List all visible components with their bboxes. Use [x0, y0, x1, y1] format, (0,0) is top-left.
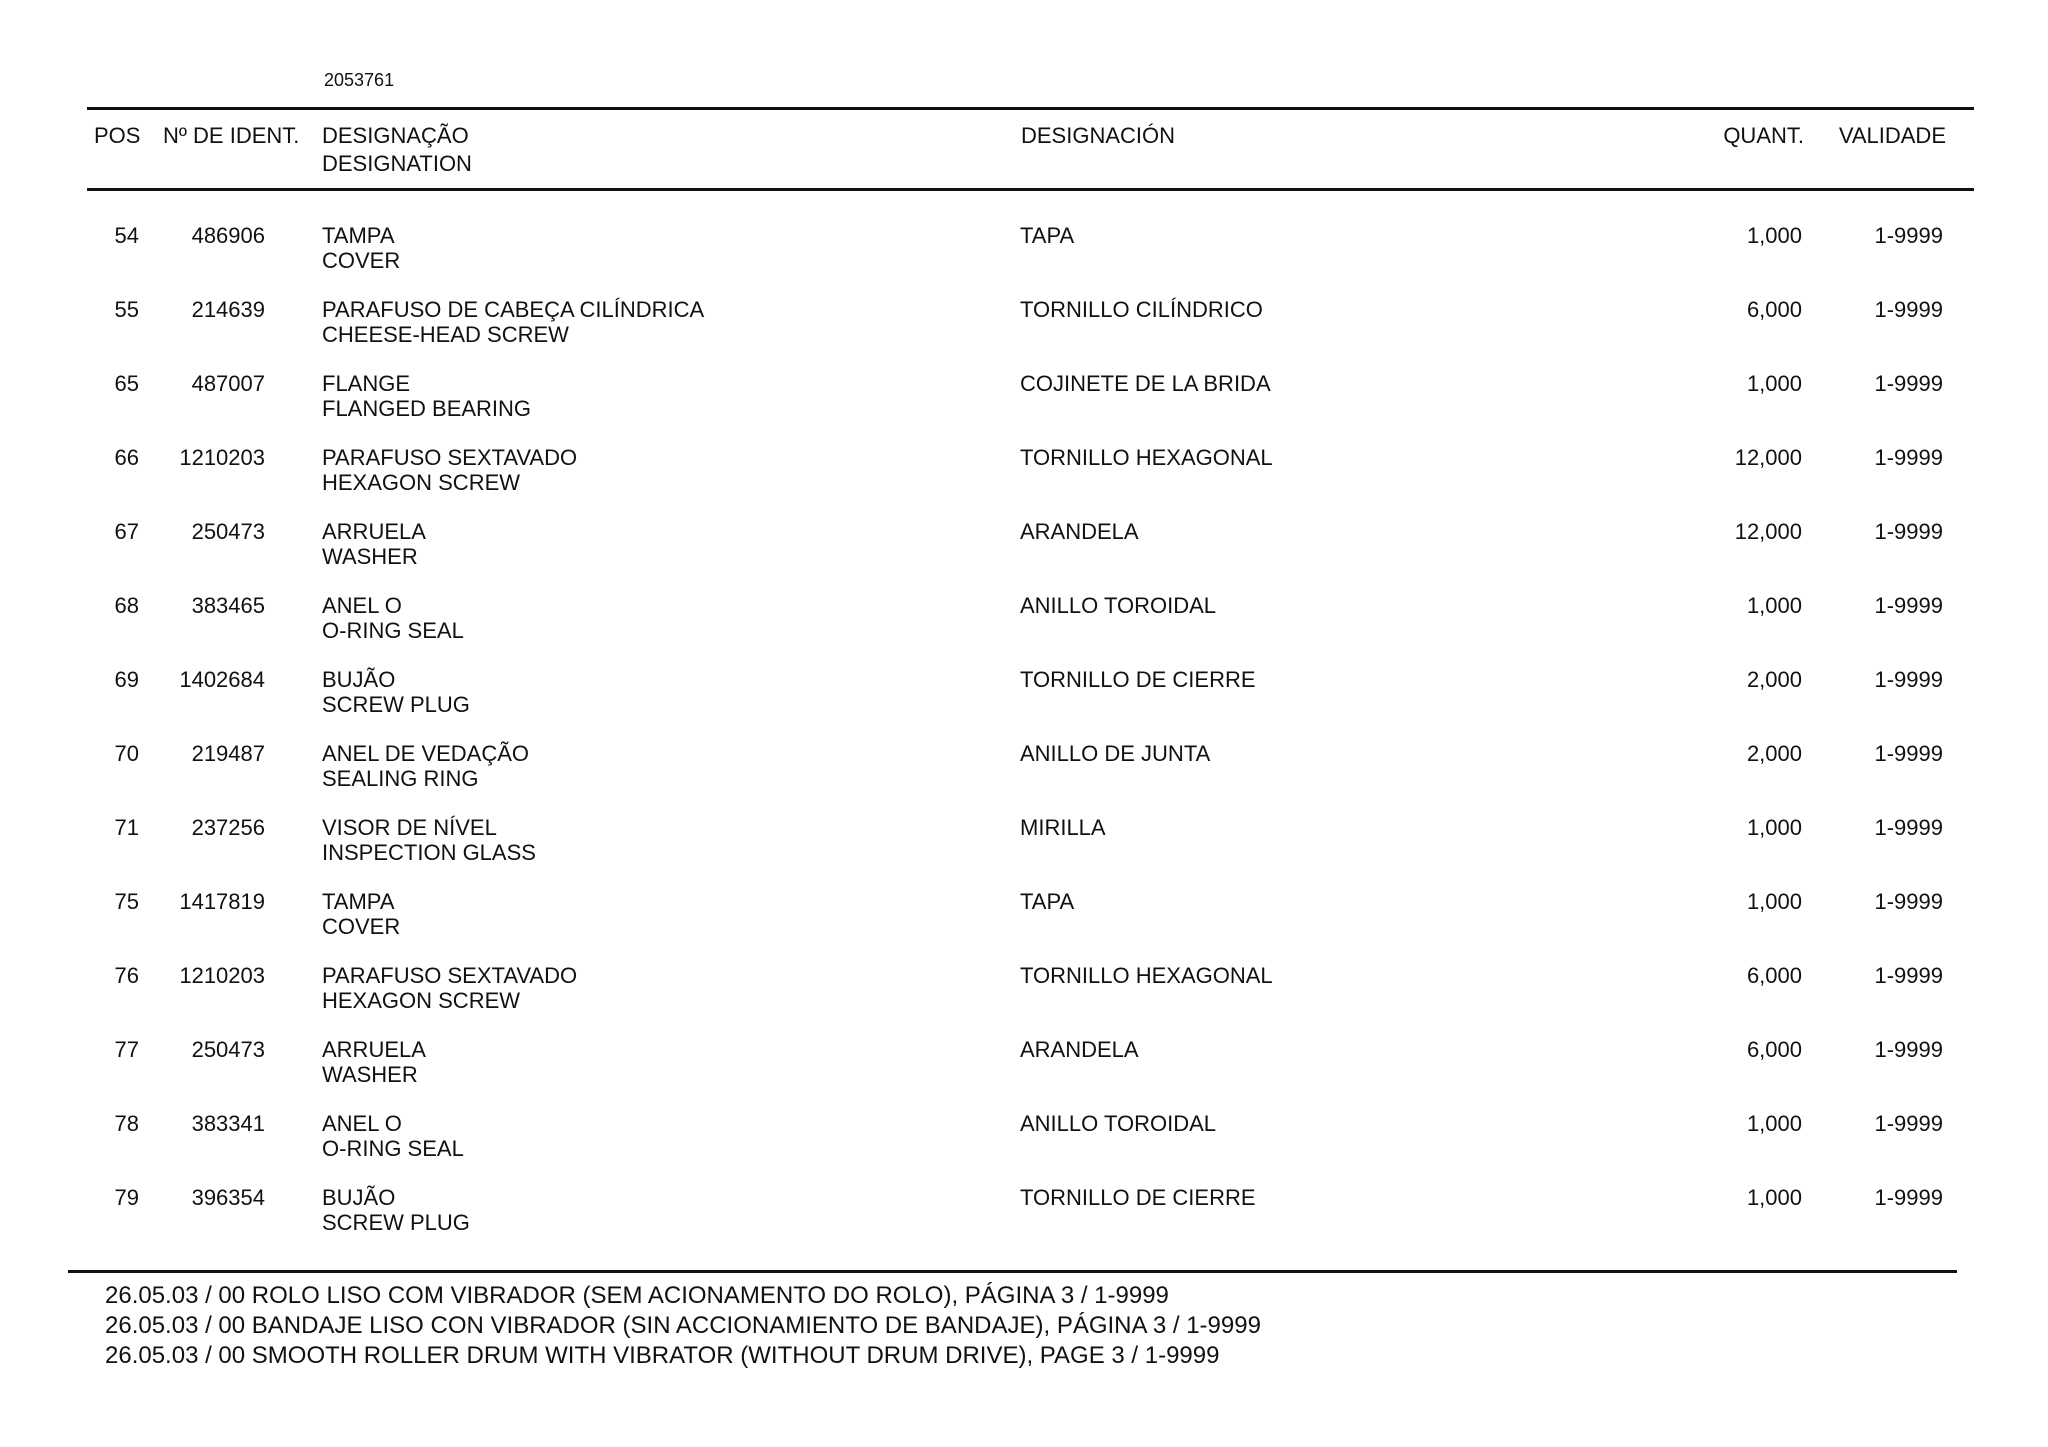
row-quantity: 1,000: [1746, 1185, 1802, 1210]
row-designation-es: COJINETE DE LA BRIDA: [1020, 371, 1271, 396]
row-designation-es: ARANDELA: [1020, 519, 1139, 544]
row-validity: 1-9999: [1874, 815, 1943, 840]
row-designation-es: ANILLO TOROIDAL: [1020, 593, 1217, 618]
row-designation-es: TORNILLO HEXAGONAL: [1020, 445, 1273, 470]
row-ident: 383341: [191, 1111, 265, 1136]
footer-rule: [68, 1270, 1957, 1273]
row-ident: 214639: [191, 297, 265, 322]
table-row: [0, 1111, 2048, 1185]
row-designation-pt: ANEL DE VEDAÇÃO: [322, 741, 530, 766]
row-pos: 71: [114, 815, 139, 840]
row-quantity: 6,000: [1746, 963, 1802, 988]
table-row: [0, 1185, 2048, 1259]
row-designation-es: TAPA: [1020, 223, 1075, 248]
row-ident: 250473: [191, 519, 265, 544]
row-pos: 54: [114, 223, 139, 248]
parts-table-body: [0, 223, 2048, 1259]
row-validity: 1-9999: [1874, 371, 1943, 396]
row-designation-pt: PARAFUSO SEXTAVADO: [322, 445, 578, 470]
table-row: [0, 815, 2048, 889]
row-designation-pt: ANEL O: [322, 1111, 402, 1136]
row-ident: 487007: [191, 371, 265, 396]
row-quantity: 6,000: [1746, 297, 1802, 322]
header-designation-es: DESIGNACIÓN: [1021, 123, 1176, 148]
row-ident: 1402684: [179, 667, 265, 692]
row-validity: 1-9999: [1874, 297, 1943, 322]
row-designation-es: TAPA: [1020, 889, 1075, 914]
table-row: [0, 445, 2048, 519]
row-pos: 70: [114, 741, 139, 766]
row-designation-en: SCREW PLUG: [322, 692, 470, 717]
row-ident: 1417819: [179, 889, 265, 914]
header-ident: Nº DE IDENT.: [163, 123, 300, 148]
row-designation-pt: ARRUELA: [322, 1037, 426, 1062]
row-designation-pt: TAMPA: [322, 889, 395, 914]
row-designation-pt: PARAFUSO SEXTAVADO: [322, 963, 578, 988]
row-designation-en: HEXAGON SCREW: [322, 988, 521, 1013]
table-row: [0, 963, 2048, 1037]
row-pos: 66: [114, 445, 139, 470]
table-row: [0, 519, 2048, 593]
row-quantity: 2,000: [1746, 741, 1802, 766]
row-quantity: 1,000: [1746, 889, 1802, 914]
row-designation-en: O-RING SEAL: [322, 618, 464, 643]
row-validity: 1-9999: [1874, 1037, 1943, 1062]
row-ident: 383465: [191, 593, 265, 618]
row-pos: 69: [114, 667, 139, 692]
row-quantity: 1,000: [1746, 593, 1802, 618]
row-designation-en: FLANGED BEARING: [322, 396, 532, 421]
table-row: [0, 667, 2048, 741]
row-ident: 237256: [191, 815, 265, 840]
page-footer: [105, 1281, 1261, 1371]
table-row: [0, 223, 2048, 297]
footer-line-pt: 26.05.03 / 00 ROLO LISO COM VIBRADOR (SEM ACIONAMENTO DO ROLO), PÁGINA 3 / 1-9999: [105, 1282, 1169, 1309]
header-designation-en: DESIGNATION: [322, 151, 472, 176]
row-validity: 1-9999: [1874, 1185, 1943, 1210]
row-quantity: 2,000: [1746, 667, 1802, 692]
footer-line-en: 26.05.03 / 00 SMOOTH ROLLER DRUM WITH VIBRATOR (WITHOUT DRUM DRIVE), PAGE 3 / 1-9999: [105, 1342, 1220, 1369]
row-designation-es: TORNILLO DE CIERRE: [1020, 667, 1256, 692]
row-quantity: 12,000: [1734, 445, 1802, 470]
row-designation-en: SCREW PLUG: [322, 1210, 470, 1235]
row-ident: 486906: [191, 223, 265, 248]
row-ident: 1210203: [179, 963, 265, 988]
table-row: [0, 593, 2048, 667]
row-designation-pt: PARAFUSO DE CABEÇA CILÍNDRICA: [322, 297, 705, 322]
table-row: [0, 1037, 2048, 1111]
row-designation-en: INSPECTION GLASS: [322, 840, 536, 865]
row-designation-en: CHEESE-HEAD SCREW: [322, 322, 569, 347]
row-quantity: 12,000: [1734, 519, 1802, 544]
row-designation-es: TORNILLO CILÍNDRICO: [1020, 297, 1263, 322]
row-quantity: 1,000: [1746, 371, 1802, 396]
row-validity: 1-9999: [1874, 889, 1943, 914]
row-designation-pt: FLANGE: [322, 371, 411, 396]
row-designation-en: COVER: [322, 914, 401, 939]
header-quantity: QUANT.: [1723, 123, 1804, 148]
row-ident: 219487: [191, 741, 265, 766]
row-designation-pt: BUJÃO: [322, 667, 396, 692]
row-validity: 1-9999: [1874, 741, 1943, 766]
header-designation-pt: DESIGNAÇÃO: [322, 123, 469, 148]
row-pos: 55: [114, 297, 139, 322]
row-pos: 65: [114, 371, 139, 396]
row-designation-pt: ARRUELA: [322, 519, 426, 544]
row-ident: 1210203: [179, 445, 265, 470]
row-pos: 78: [114, 1111, 139, 1136]
table-row: [0, 741, 2048, 815]
row-designation-es: ANILLO TOROIDAL: [1020, 1111, 1217, 1136]
row-pos: 67: [114, 519, 139, 544]
row-ident: 250473: [191, 1037, 265, 1062]
row-designation-pt: TAMPA: [322, 223, 395, 248]
row-validity: 1-9999: [1874, 667, 1943, 692]
row-quantity: 1,000: [1746, 223, 1802, 248]
header-top-rule: [87, 107, 1974, 110]
row-designation-pt: VISOR DE NÍVEL: [322, 815, 497, 840]
table-row: [0, 297, 2048, 371]
row-validity: 1-9999: [1874, 519, 1943, 544]
row-quantity: 6,000: [1746, 1037, 1802, 1062]
row-designation-en: O-RING SEAL: [322, 1136, 464, 1161]
row-validity: 1-9999: [1874, 223, 1943, 248]
header-bottom-rule: [87, 188, 1974, 191]
row-designation-en: WASHER: [322, 544, 418, 569]
row-validity: 1-9999: [1874, 445, 1943, 470]
row-designation-es: ANILLO DE JUNTA: [1020, 741, 1211, 766]
row-designation-es: TORNILLO HEXAGONAL: [1020, 963, 1273, 988]
row-designation-en: SEALING RING: [322, 766, 479, 791]
header-pos: POS: [94, 123, 141, 148]
row-validity: 1-9999: [1874, 1111, 1943, 1136]
row-quantity: 1,000: [1746, 815, 1802, 840]
header-validity: VALIDADE: [1838, 123, 1946, 148]
row-validity: 1-9999: [1874, 593, 1943, 618]
row-pos: 76: [114, 963, 139, 988]
table-row: [0, 889, 2048, 963]
row-designation-es: MIRILLA: [1020, 815, 1106, 840]
row-pos: 79: [114, 1185, 139, 1210]
row-designation-pt: ANEL O: [322, 593, 402, 618]
row-designation-en: WASHER: [322, 1062, 418, 1087]
row-designation-en: HEXAGON SCREW: [322, 470, 521, 495]
row-designation-pt: BUJÃO: [322, 1185, 396, 1210]
document-number: 2053761: [324, 70, 395, 90]
row-ident: 396354: [191, 1185, 265, 1210]
row-pos: 68: [114, 593, 139, 618]
footer-line-es: 26.05.03 / 00 BANDAJE LISO CON VIBRADOR (SIN ACCIONAMIENTO DE BANDAJE), PÁGINA 3 / 1-9999: [105, 1312, 1261, 1339]
row-pos: 75: [114, 889, 139, 914]
row-designation-en: COVER: [322, 248, 401, 273]
table-row: [0, 371, 2048, 445]
row-validity: 1-9999: [1874, 963, 1943, 988]
row-designation-es: TORNILLO DE CIERRE: [1020, 1185, 1256, 1210]
row-quantity: 1,000: [1746, 1111, 1802, 1136]
row-designation-es: ARANDELA: [1020, 1037, 1139, 1062]
row-pos: 77: [114, 1037, 139, 1062]
